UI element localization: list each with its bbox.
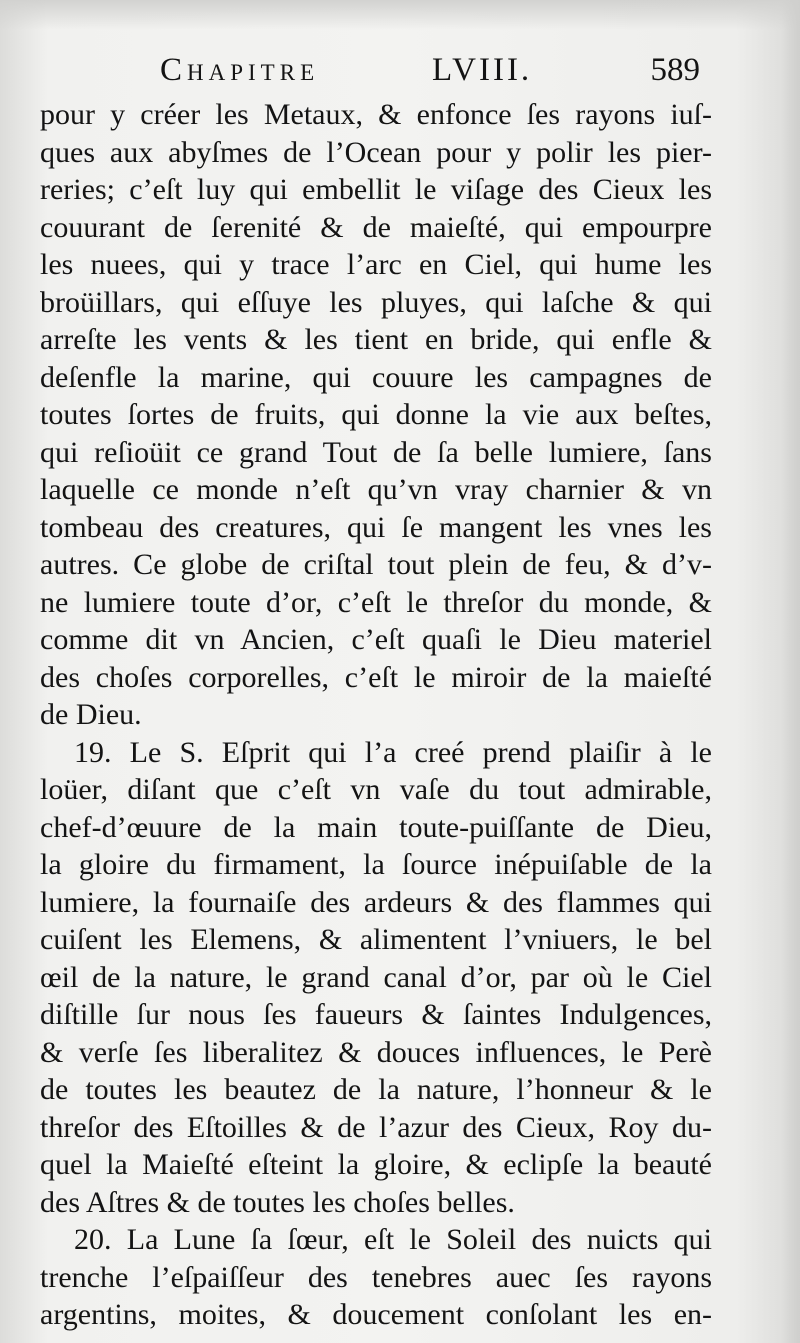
text-line: de Dieu. [40,698,142,731]
text-line: ques aux abyſmes de l’Ocean pour y polir les pier- [40,135,712,169]
text-line: pour y créer les Metaux, & enfonce ſes rayons iuſ- [40,98,712,131]
page-number: 589 [650,52,700,88]
chapter-number: LVIII. [432,52,533,88]
running-head [160,52,720,92]
chapter-label: Chapitre [160,52,320,88]
text-line: argentins, moites, & doucement conſolant les en- [40,1298,712,1331]
text-line: ne lumiere toute d’or, c’eſt le threſor du monde, & [40,585,712,619]
text-line: broüillars, qui eſſuye les pluyes, qui laſche & qui [40,285,712,319]
text-line: cuiſent les Elemens, & alimentent l’vniuers, le bel [40,923,712,956]
text-line: & verſe ſes liberalitez & douces influences, le Perè [40,1035,712,1069]
text-line: des Aſtres & de toutes les choſes belles. [40,1185,515,1219]
text-line: qui reſioüit ce grand Tout de ſa belle lumiere, ſans [40,435,712,469]
text-line: autres. Ce globe de criſtal tout plein de feu, & d’v- [40,548,712,581]
text-line: reries; c’eſt luy qui embellit le viſage des Cieux les [40,173,712,206]
text-line: quel la Maieſté eſteint la gloire, & eclipſe la beauté [40,1148,712,1181]
text-line: laquelle ce monde n’eſt qu’vn vray charnier & vn [40,473,712,506]
paragraph-20-start: 20. La Lune ſa ſœur, eſt le Soleil des nuicts qui [74,1223,712,1256]
text-line: toutes ſortes de fruits, qui donne la vie aux beſtes, [40,398,712,431]
text-line: de toutes les beautez de la nature, l’honneur & le [40,1073,712,1106]
body-text [40,96,712,1334]
text-line: la gloire du firmament, la ſource inépuiſable de la [40,848,712,881]
text-line: deſenfle la marine, qui couure les campagnes de [40,360,712,394]
text-line: couurant de ſerenité & de maieſté, qui empourpre [40,210,712,244]
text-line: les nuees, qui y trace l’arc en Ciel, qui hume les [40,248,712,281]
text-line: diſtille ſur nous ſes faueurs & ſaintes Indulgences, [40,998,712,1031]
paragraph-19-start: 19. Le S. Eſprit qui l’a creé prend plaiſir à le [74,735,712,769]
text-line: loüer, diſant que c’eſt vn vaſe du tout admirable, [40,773,712,806]
text-line: comme dit vn Ancien, c’eſt quaſi le Dieu materiel [40,623,712,656]
text-line: lumiere, la fournaiſe des ardeurs & des flammes qui [40,885,712,919]
text-line: tombeau des creatures, qui ſe mangent les vnes les [40,510,712,544]
text-line: chef-d’œuure de la main toute-puiſſante de Dieu, [40,810,712,844]
text-line: arreſte les vents & les tient en bride, qui enfle & [40,323,712,356]
page-top-shadow [0,0,800,30]
text-line: des choſes corporelles, c’eſt le miroir de la maieſté [40,660,712,694]
page-edge-shadow [782,0,800,1343]
text-line: œil de la nature, le grand canal d’or, par où le Ciel [40,960,712,994]
text-line: threſor des Eſtoilles & de l’azur des Cieux, Roy du- [40,1110,712,1144]
text-line: trenche l’eſpaiſſeur des tenebres auec ſes rayons [40,1260,712,1294]
